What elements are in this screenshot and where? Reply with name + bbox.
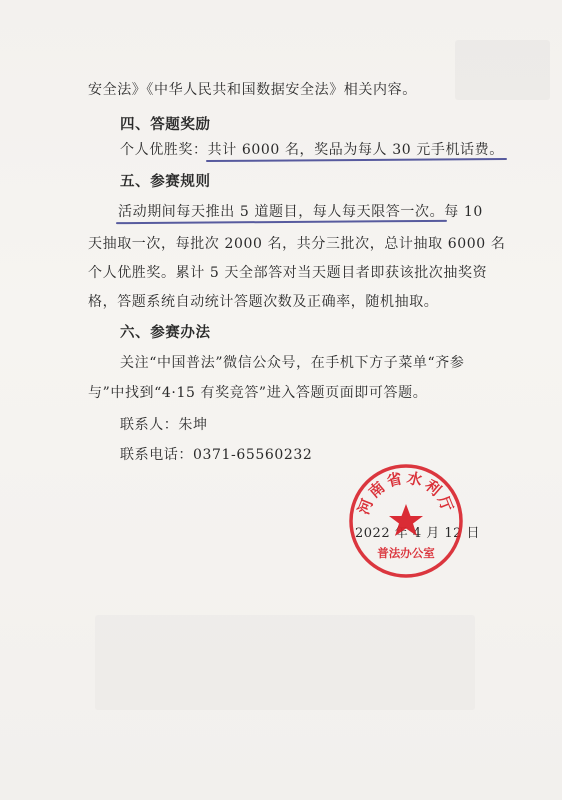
section5-heading: 五、参赛规则 <box>120 174 211 190</box>
section5-line1 <box>118 203 483 221</box>
seal-text: 河南省水利厅 <box>354 468 458 518</box>
section5-line3: 个人优胜奖。累计 5 天全部答对当天题目者即获该批次抽奖资 <box>88 265 488 281</box>
rules-highlight: 活动期间每天推出 5 道题目，每人每天限答一次。 <box>118 204 445 220</box>
seal-subtext: 普法办公室 <box>377 546 435 560</box>
section6-heading: 六、参赛办法 <box>120 325 211 341</box>
contact-person: 联系人：朱坤 <box>120 417 208 433</box>
section4-heading: 四、答题奖励 <box>120 117 211 133</box>
intro-tail-text: 安全法》《中华人民共和国数据安全法》相关内容。 <box>88 82 417 98</box>
official-seal <box>347 462 465 580</box>
section4-prize-line <box>120 141 504 159</box>
show-through-mark <box>95 615 475 710</box>
prize-label: 个人优胜奖： <box>120 142 208 158</box>
prize-highlight: 共计 6000 名，奖品为每人 30 元手机话费。 <box>207 142 504 158</box>
seal-star-icon <box>389 504 423 536</box>
show-through-mark <box>455 40 550 100</box>
rules-line1-rest: 每 10 <box>444 204 483 220</box>
section5-line2: 天抽取一次，每批次 2000 名，共分三批次，总计抽取 6000 名 <box>88 236 506 252</box>
section6-line1: 关注“中国普法”微信公众号，在手机下方子菜单“齐参 <box>120 355 465 371</box>
contact-phone: 联系电话：0371-65560232 <box>120 447 313 463</box>
section6-line2: 与”中找到“4·15 有奖竞答”进入答题页面即可答题。 <box>88 385 428 401</box>
section5-line4: 格，答题系统自动统计答题次数及正确率，随机抽取。 <box>88 294 439 310</box>
signature-date: 2022 年 4 月 12 日 <box>355 526 481 541</box>
